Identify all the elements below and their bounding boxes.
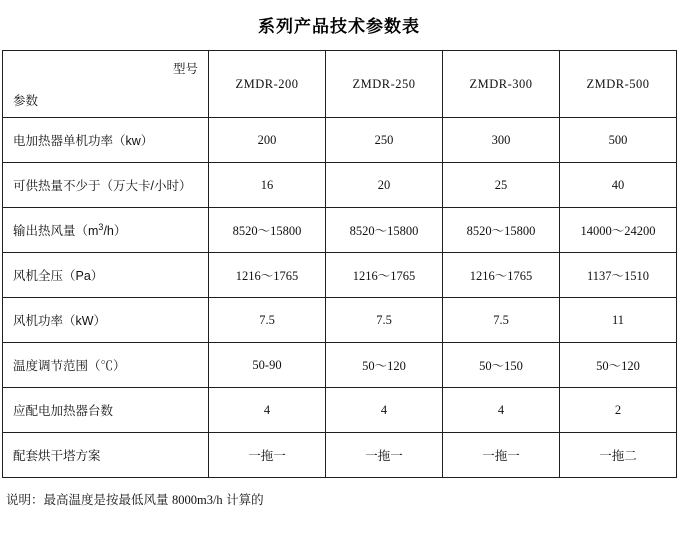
row-label <box>3 208 209 253</box>
table-row <box>3 388 677 433</box>
row-label-main: 输出热风量（m <box>13 224 99 238</box>
row-value: 300 <box>443 118 560 163</box>
row-value: 4 <box>326 388 443 433</box>
note-suffix: 计算的 <box>222 493 264 507</box>
row-value: 500 <box>560 118 677 163</box>
table-row <box>3 118 677 163</box>
row-value: 1216～1765 <box>326 253 443 298</box>
note-value: 8000m3/h <box>171 493 223 507</box>
row-value: 7.5 <box>443 298 560 343</box>
row-value: 一拖一 <box>209 433 326 478</box>
row-label: 应配电加热器台数 <box>3 388 209 433</box>
row-value: 50～120 <box>326 343 443 388</box>
row-value: 8520～15800 <box>326 208 443 253</box>
row-value: 14000～24200 <box>560 208 677 253</box>
row-value: 25 <box>443 163 560 208</box>
header-label-parameter: 参数 <box>13 94 39 108</box>
row-label: 配套烘干塔方案 <box>3 433 209 478</box>
table-row <box>3 163 677 208</box>
row-value: 8520～15800 <box>443 208 560 253</box>
row-value: 200 <box>209 118 326 163</box>
row-value: 40 <box>560 163 677 208</box>
page-title: 系列产品技术参数表 <box>258 17 420 36</box>
note-prefix: 说明：最高温度是按最低风量 <box>6 493 172 507</box>
header-cell-parameter-model <box>3 51 209 118</box>
specifications-table <box>2 50 677 478</box>
row-value: 7.5 <box>326 298 443 343</box>
row-value: 16 <box>209 163 326 208</box>
table-header-row <box>3 51 677 118</box>
row-label: 风机全压（Pa） <box>3 253 209 298</box>
row-value: 4 <box>443 388 560 433</box>
row-value: 一拖二 <box>560 433 677 478</box>
row-value: 50～150 <box>443 343 560 388</box>
row-label: 可供热量不少于（万大卡/小时） <box>3 163 209 208</box>
table-row <box>3 343 677 388</box>
row-value: 250 <box>326 118 443 163</box>
row-value: 1216～1765 <box>443 253 560 298</box>
row-value: 一拖一 <box>443 433 560 478</box>
row-value: 50～120 <box>560 343 677 388</box>
row-value: 1137～1510 <box>560 253 677 298</box>
row-value: 一拖一 <box>326 433 443 478</box>
table-row <box>3 253 677 298</box>
row-value: 20 <box>326 163 443 208</box>
row-value: 7.5 <box>209 298 326 343</box>
header-cell-model-3: ZMDR-300 <box>443 51 560 118</box>
table-row <box>3 208 677 253</box>
row-label-tail: /h） <box>103 224 127 238</box>
row-value: 11 <box>560 298 677 343</box>
table-row <box>3 298 677 343</box>
header-cell-model-2: ZMDR-250 <box>326 51 443 118</box>
table-note <box>6 490 678 508</box>
row-label-superscript: 3 <box>98 221 104 232</box>
row-label: 温度调节范围（℃） <box>3 343 209 388</box>
row-value: 8520～15800 <box>209 208 326 253</box>
header-cell-model-4: ZMDR-500 <box>560 51 677 118</box>
table-row <box>3 433 677 478</box>
row-value: 50-90 <box>209 343 326 388</box>
row-label: 风机功率（kW） <box>3 298 209 343</box>
row-label: 电加热器单机功率（kw） <box>3 118 209 163</box>
header-cell-model-1: ZMDR-200 <box>209 51 326 118</box>
header-label-model: 型号 <box>172 62 198 76</box>
row-value: 4 <box>209 388 326 433</box>
row-value: 2 <box>560 388 677 433</box>
row-value: 1216～1765 <box>209 253 326 298</box>
